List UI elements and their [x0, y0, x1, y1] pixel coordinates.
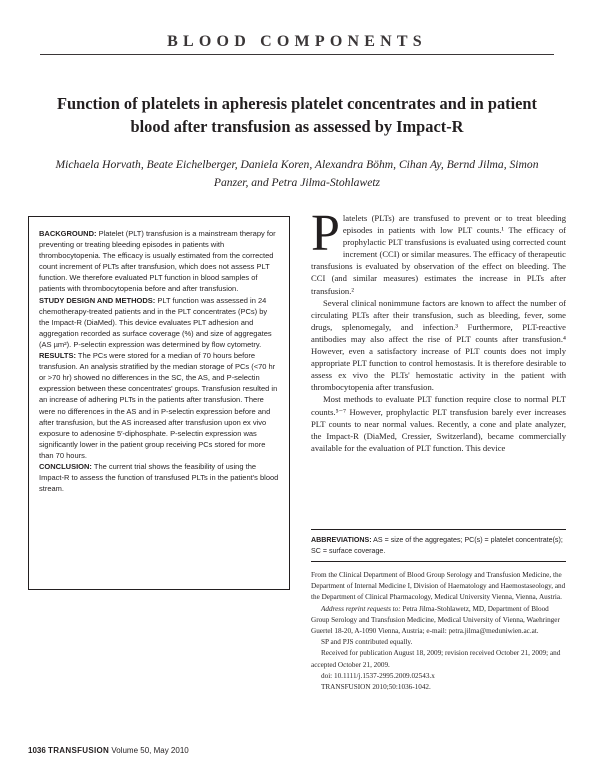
page-number: 1036	[28, 746, 46, 755]
reprint-requests	[311, 604, 566, 638]
affiliation-from: From the Clinical Department of Blood Group Serology and Transfusion Medicine, the Department of Internal Medicine I, Division of Haematology and Haemostaseology, and the Department of Clinical Pharmacology, Medical University Vienna, Vienna, Austria.	[311, 571, 566, 602]
contribution-note: SP and PJS contributed equally.	[321, 638, 413, 647]
abstract-background-text: Platelet (PLT) transfusion is a mainstream therapy for preventing or treating bleeding episodes in patients with thrombocytopenia. The efficacy is usually estimated from the corrected count increment of PLTs after transfusion, which does not assess PLT function. We therefore evaluated PLT function in blood samples of patients with thrombocytopenia before and after transfusion.	[39, 229, 276, 294]
body-paragraph-1-text: latelets (PLTs) are transfused to prevent or to treat bleeding episodes in patients with low PLT counts.¹ The efficacy of prophylactic PLT transfusions is evaluated using corrected count increment (CCI) or similar measures. The efficacy of therapeutic transfusions is evaluated by observation of the effect on bleeding. The CCI (and similar measures) estimates the increase in PLTs after transfusion.²	[311, 213, 566, 296]
body-text-column	[311, 205, 566, 454]
body-paragraph-3: Most methods to evaluate PLT function require close to normal PLT counts.⁵⁻⁷ However, prophylactic PLT transfusion barely ever increases PLT counts to near normal values. Recently, a cone and plate analyzer, the Impact-R (DiaMed, Cressier, Switzerland), became commercially available for the evaluation of PLT function. This device	[311, 394, 566, 453]
abstract-box	[28, 216, 290, 590]
received-dates: Received for publication August 18, 2009; revision received October 21, 2009; and accepted October 21, 2009.	[311, 649, 561, 669]
abbreviations-label: ABBREVIATIONS:	[311, 536, 372, 544]
affiliation-block	[311, 570, 566, 693]
footer-journal: TRANSFUSION	[48, 746, 110, 755]
reprint-label: Address reprint requests to:	[321, 604, 401, 613]
abstract-results-label: RESULTS:	[39, 351, 76, 361]
abbreviations-text: AS = size of the aggregates; PC(s) = platelet concentrate(s); SC = surface coverage.	[311, 536, 563, 555]
abstract-methods-label: STUDY DESIGN AND METHODS:	[39, 295, 156, 305]
doi-line: doi: 10.1111/j.1537-2995.2009.02543.x	[321, 671, 435, 680]
abstract-conclusion-label: CONCLUSION:	[39, 461, 92, 471]
abstract-background	[39, 228, 279, 295]
body-paragraph-2: Several clinical nonimmune factors are known to affect the number of circulating PLTs after their transfusion, such as bleeding, fever, some drugs, splenomegaly, and infection.³ Furthermore, PLT-reactive antibodies may also affect the rise of PLT counts after transfusion.⁴ However, even a satisfactory increase of PLT counts does not imply appropriate PLT function to control hemostasis. It is therefore desirable to assess ex vivo the PLTs' hemostatic activity in the patient with thrombocytopenia after transfusion.	[311, 297, 566, 393]
section-rule	[40, 54, 554, 55]
author-list: Michaela Horvath, Beate Eichelberger, Daniela Koren, Alexandra Böhm, Cihan Ay, Bernd Jilma, Simon Panzer, and Petra Jilma-Stohlawetz	[55, 158, 539, 189]
abstract-methods-text: PLT function was assessed in 24 chemotherapy-treated patients and in the PLT concentrates (PCs) by the Impact-R (DiaMed). This device evaluates PLT adhesion and aggregation recorded as surface coverage (%) and size of aggregates (AS µm²). P-selectin expression was determined by flow cytometry.	[39, 295, 272, 349]
body-paragraph-1	[311, 205, 566, 297]
reprint-text: Petra Jilma-Stohlawetz, MD, Department of Blood Group Serology and Transfusion Medicine, Medical University of Vienna, Waehringer Guertel 18-20, A-1090 Vienna, Austria; e-mail: petra.jilma@meduniwien.ac.at.	[311, 604, 560, 636]
abstract-background-label: BACKGROUND:	[39, 229, 97, 238]
abstract-conclusion	[39, 461, 279, 494]
page-footer	[28, 746, 189, 755]
abstract-results-text: The PCs were stored for a median of 70 hours before transfusion. An analysis stratified by the median storage of PCs (<70 hr or >70 hr) showed no differences in the SC, the AS, and P-selectin expression between these concentrates' groups. Transfusion resulted in an increase of adhering PLTs in the patients after transfusion. There were no differences in the AS and in P-selectin expression before and after transfusion, but the AS increased after transfusion upon ex vivo exposure to adenosine 5′-diphosphate. P-selectin expression was significantly lower in the patient group receiving PCs stored for more than 70 hours.	[39, 351, 278, 460]
drop-cap: P	[311, 205, 340, 262]
section-header: BLOOD COMPONENTS	[167, 33, 427, 50]
citation-line: TRANSFUSION 2010;50:1036-1042.	[321, 683, 431, 692]
footer-volume: Volume 50, May 2010	[111, 746, 189, 755]
abstract-results	[39, 350, 279, 461]
abstract-conclusion-text: The current trial shows the feasibility of using the Impact-R to assess the function of transfused PLTs in the patient's blood stream.	[39, 461, 279, 494]
abbreviations-box	[311, 529, 566, 562]
article-title: Function of platelets in apheresis platelet concentrates and in patient blood after transfusion as assessed by Impact-R	[56, 94, 538, 136]
abstract-methods	[39, 295, 279, 350]
